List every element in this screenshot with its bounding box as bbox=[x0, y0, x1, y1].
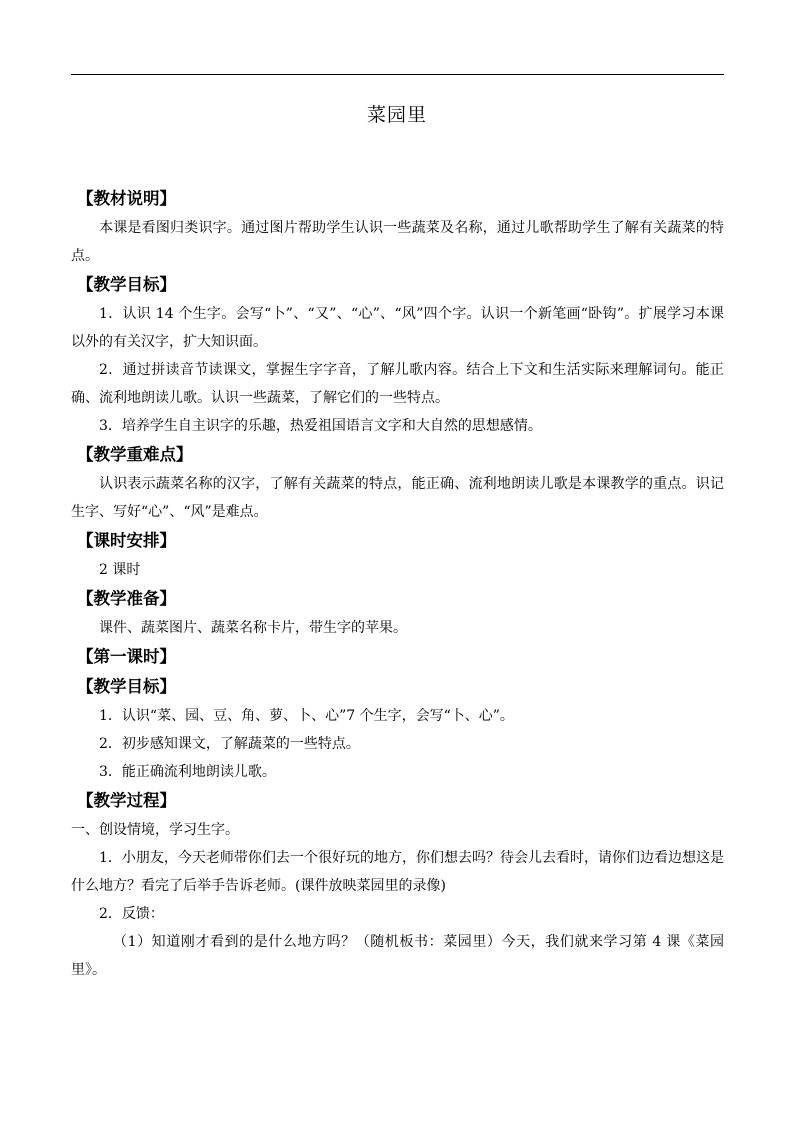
paragraph: 2．初步感知课文，了解蔬菜的一些特点。 bbox=[99, 736, 360, 752]
paragraph: 本课是看图归类识字。通过图片帮助学生认识一些蔬菜及名称，通过儿歌帮助学生了解有关蔬菜的特点。 bbox=[71, 220, 724, 264]
paragraph: 3．能正确流利地朗读儿歌。 bbox=[99, 764, 276, 780]
heading-process: 【教学过程】 bbox=[77, 791, 176, 810]
header-rule bbox=[71, 74, 724, 75]
paragraph: 1．小朋友，今天老师带你们去一个很好玩的地方，你们想去吗？待会儿去看时，请你们边看边想这是什么地方？看完了后举手告诉老师。(课件放映菜园里的录像) bbox=[71, 850, 724, 894]
paragraph: 3．培养学生自主识字的乐趣，热爱祖国语言文字和大自然的思想感情。 bbox=[99, 418, 542, 434]
paragraph: 一、创设情境，学习生字。 bbox=[71, 822, 239, 838]
document-body bbox=[71, 184, 724, 984]
paragraph: 2．通过拼读音节读课文，掌握生字字音，了解儿歌内容。结合上下文和生活实际来理解词句。能正确、流利地朗读儿歌。认识一些蔬菜，了解它们的一些特点。 bbox=[71, 362, 724, 406]
heading-schedule: 【课时安排】 bbox=[77, 531, 176, 550]
heading-first-lesson: 【第一课时】 bbox=[77, 647, 176, 666]
paragraph: 2 课时 bbox=[99, 562, 141, 578]
paragraph: 课件、蔬菜图片、蔬菜名称卡片，带生字的苹果。 bbox=[99, 620, 407, 636]
page-title: 菜园里 bbox=[366, 104, 427, 126]
paragraph: （1）知道刚才看到的是什么地方吗？（随机板书：菜园里）今天，我们就来学习第 4 课《菜园里》。 bbox=[71, 934, 724, 978]
paragraph: 2．反馈： bbox=[99, 906, 164, 922]
heading-lesson-objectives: 【教学目标】 bbox=[77, 677, 176, 696]
heading-key-points: 【教学重难点】 bbox=[77, 445, 193, 464]
paragraph: 1．认识 14 个生字。会写“卜”、“又”、“心”、“风”四个字。认识一个新笔画“卧钩”。扩展学习本课以外的有关汉字，扩大知识面。 bbox=[71, 306, 724, 350]
heading-preparation: 【教学准备】 bbox=[77, 589, 176, 608]
paragraph: 认识表示蔬菜名称的汉字，了解有关蔬菜的特点，能正确、流利地朗读儿歌是本课教学的重点。识记生字、写好“心”、“风”是难点。 bbox=[71, 476, 724, 520]
heading-objectives: 【教学目标】 bbox=[77, 275, 176, 294]
paragraph: 1．认识“菜、园、豆、角、萝、卜、心”7 个生字，会写“卜、心”。 bbox=[99, 708, 514, 724]
heading-materials: 【教材说明】 bbox=[77, 189, 176, 208]
